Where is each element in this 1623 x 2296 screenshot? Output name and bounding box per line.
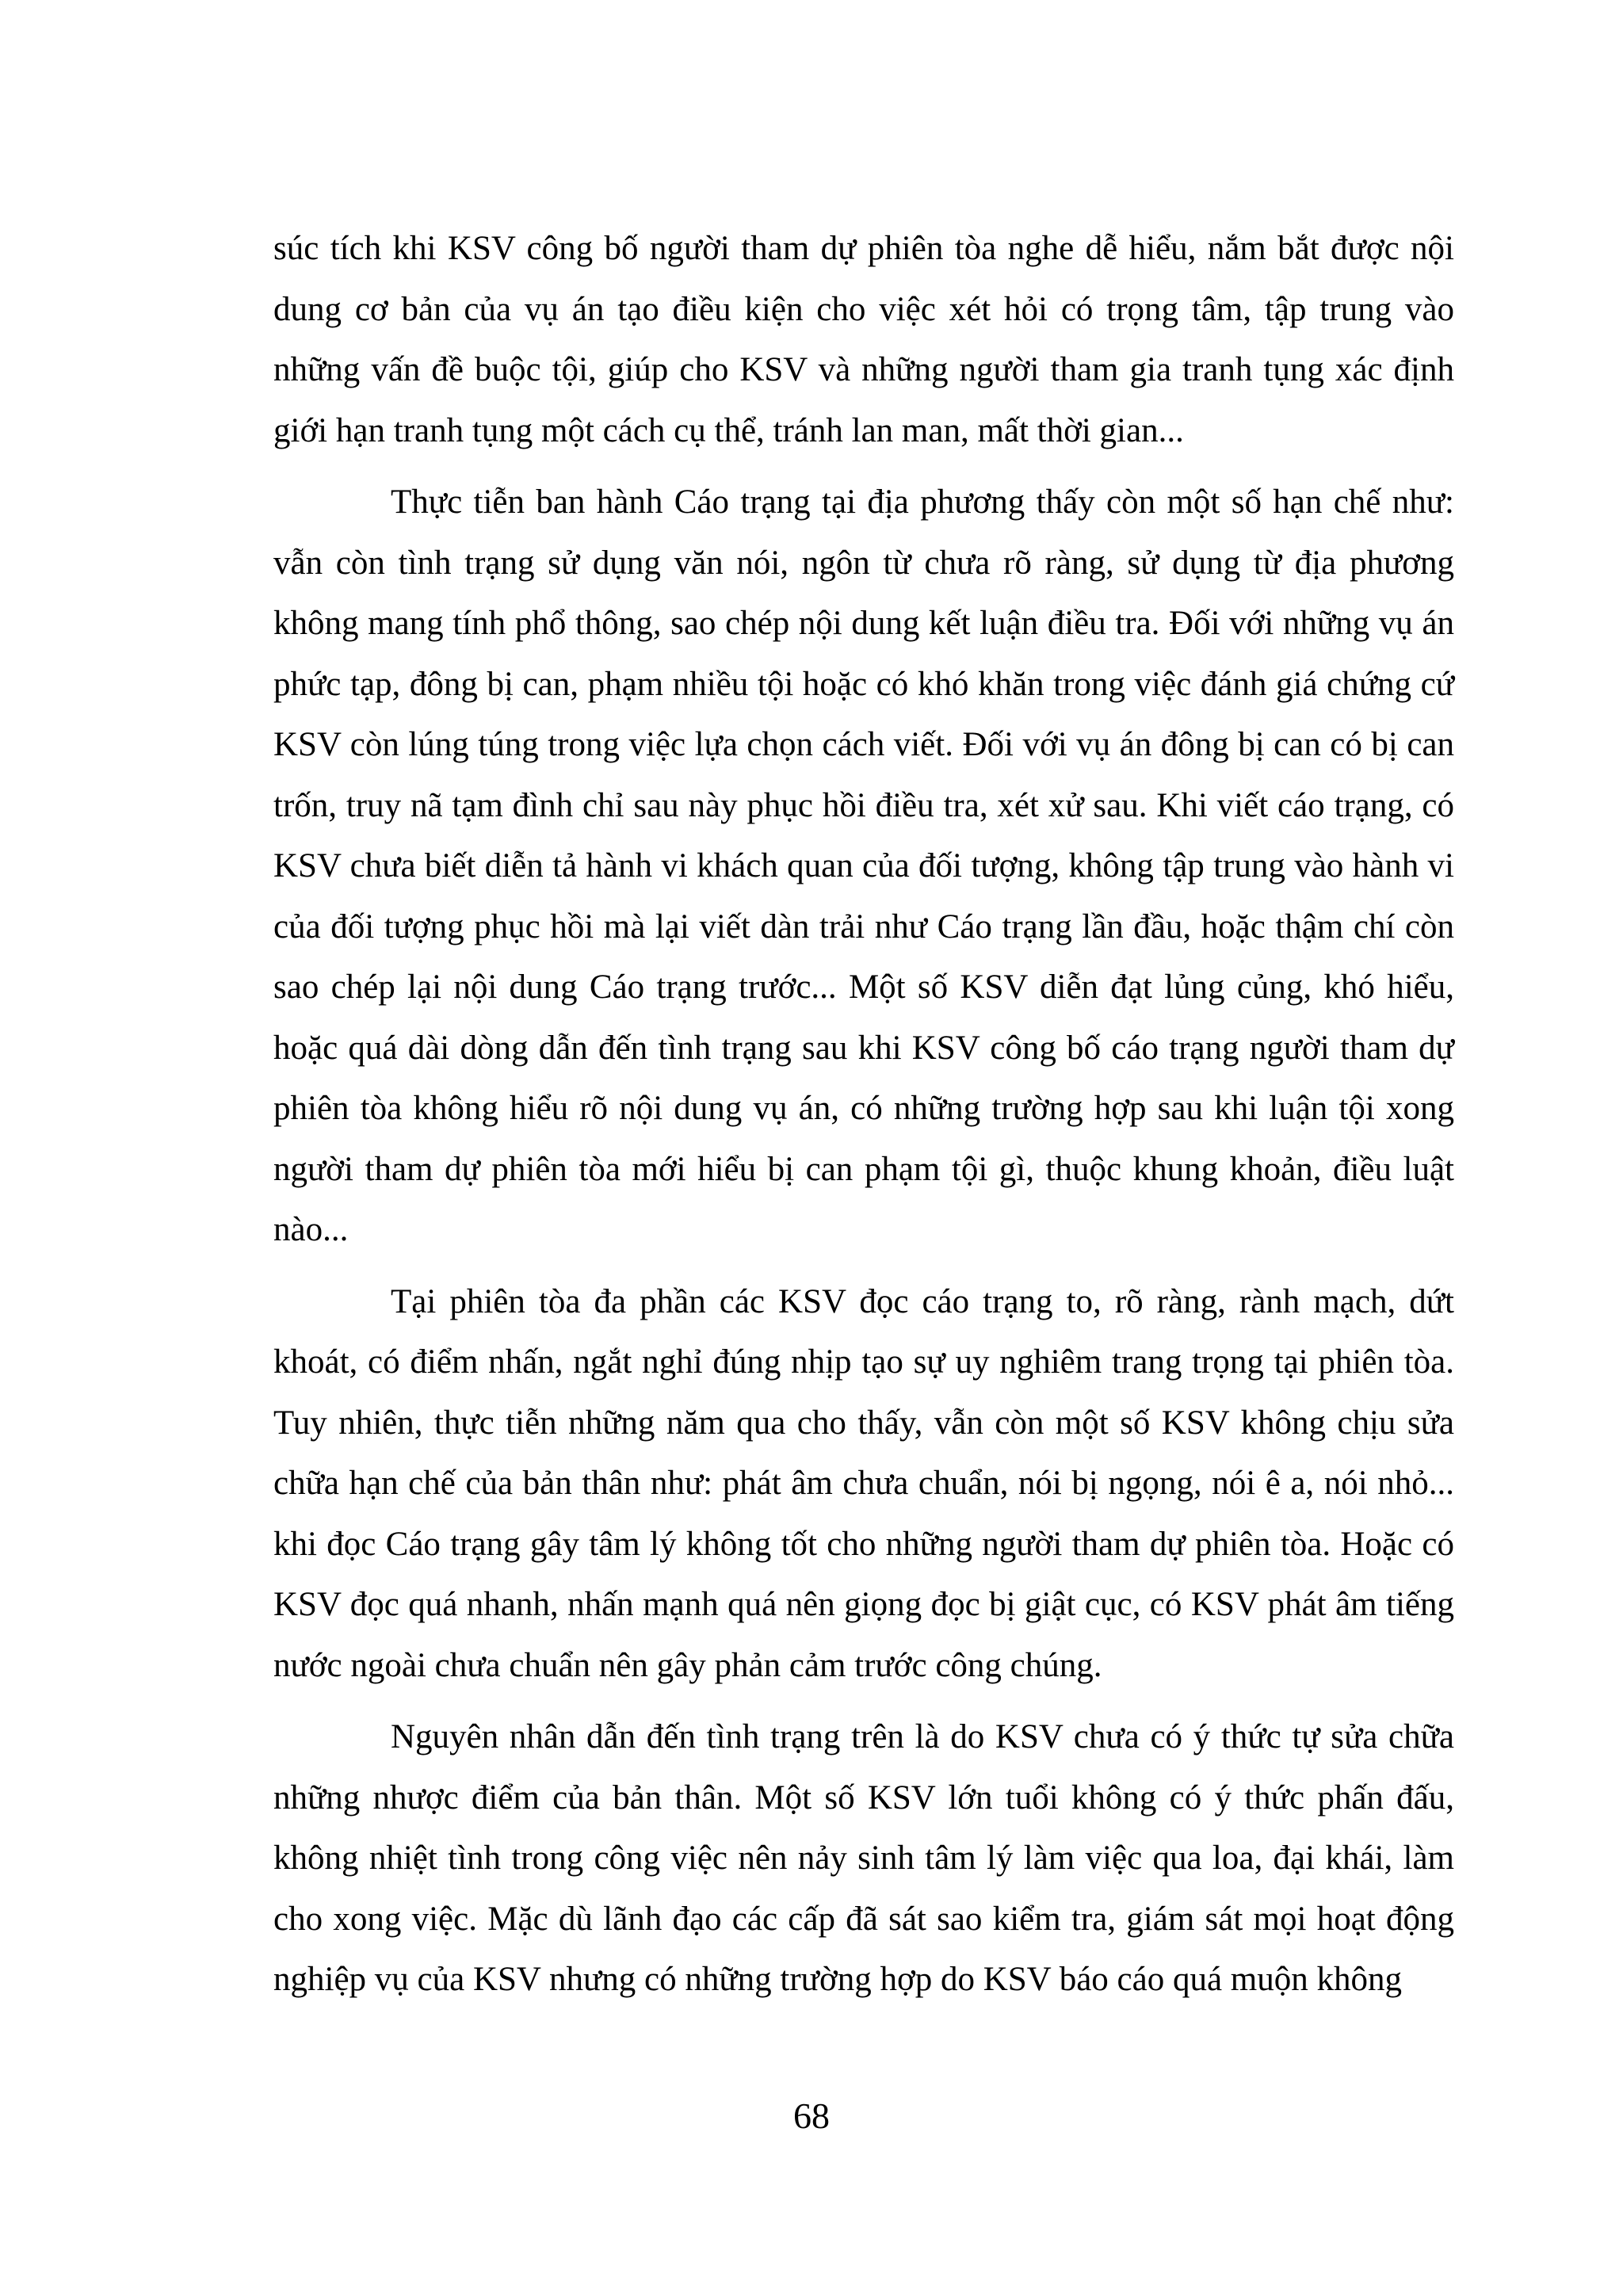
- paragraph-indictment-limitations: Thực tiễn ban hành Cáo trạng tại địa phương thấy còn một số hạn chế như: vẫn còn tình trạng sử dụng văn nói, ngôn từ chưa rõ ràng, sử dụng từ địa phương không mang tính phổ thông, sao chép nội dung kết luận điều tra. Đối với những vụ án phức tạp, đông bị can, phạm nhiều tội hoặc có khó khăn trong việc đánh giá chứng cứ KSV còn lúng túng trong việc lựa chọn cách viết. Đối với vụ án đông bị can có bị can trốn, truy nã tạm đình chỉ sau này phục hồi điều tra, xét xử sau. Khi viết cáo trạng, có KSV chưa biết diễn tả hành vi khách quan của đối tượng, không tập trung vào hành vi của đối tượng phục hồi mà lại viết dàn trải như Cáo trạng lần đầu, hoặc thậm chí còn sao chép lại nội dung Cáo trạng trước... Một số KSV diễn đạt lủng củng, khó hiểu, hoặc quá dài dòng dẫn đến tình trạng sau khi KSV công bố cáo trạng người tham dự phiên tòa không hiểu rõ nội dung vụ án, có những trường hợp sau khi luận tội xong người tham dự phiên tòa mới hiểu bị can phạm tội gì, thuộc khung khoản, điều luật nào...: [273, 483, 1454, 1248]
- paragraph-causes: Nguyên nhân dẫn đến tình trạng trên là do KSV chưa có ý thức tự sửa chữa những nhược điểm của bản thân. Một số KSV lớn tuổi không có ý thức phấn đấu, không nhiệt tình trong công việc nên nảy sinh tâm lý làm việc qua loa, đại khái, làm cho xong việc. Mặc dù lãnh đạo các cấp đã sát sao kiểm tra, giám sát mọi hoạt động nghiệp vụ của KSV nhưng có những trường hợp do KSV báo cáo quá muộn không: [273, 1718, 1454, 1998]
- page-number: 68: [793, 2095, 830, 2136]
- paragraph-reading-at-trial: Tại phiên tòa đa phần các KSV đọc cáo trạng to, rõ ràng, rành mạch, dứt khoát, có điểm nhấn, ngắt nghỉ đúng nhịp tạo sự uy nghiêm trang trọng tại phiên tòa. Tuy nhiên, thực tiễn những năm qua cho thấy, vẫn còn một số KSV không chịu sửa chữa hạn chế của bản thân như: phát âm chưa chuẩn, nói bị ngọng, nói ê a, nói nhỏ... khi đọc Cáo trạng gây tâm lý không tốt cho những người tham dự phiên tòa. Hoặc có KSV đọc quá nhanh, nhấn mạnh quá nên giọng đọc bị giật cục, có KSV phát âm tiếng nước ngoài chưa chuẩn nên gây phản cảm trước công chúng.: [273, 1282, 1454, 1684]
- body-text: [273, 219, 1454, 2011]
- paragraph-continued: súc tích khi KSV công bố người tham dự phiên tòa nghe dễ hiểu, nắm bắt được nội dung cơ bản của vụ án tạo điều kiện cho việc xét hỏi có trọng tâm, tập trung vào những vấn đề buộc tội, giúp cho KSV và những người tham gia tranh tụng xác định giới hạn tranh tụng một cách cụ thể, tránh lan man, mất thời gian...: [273, 230, 1454, 449]
